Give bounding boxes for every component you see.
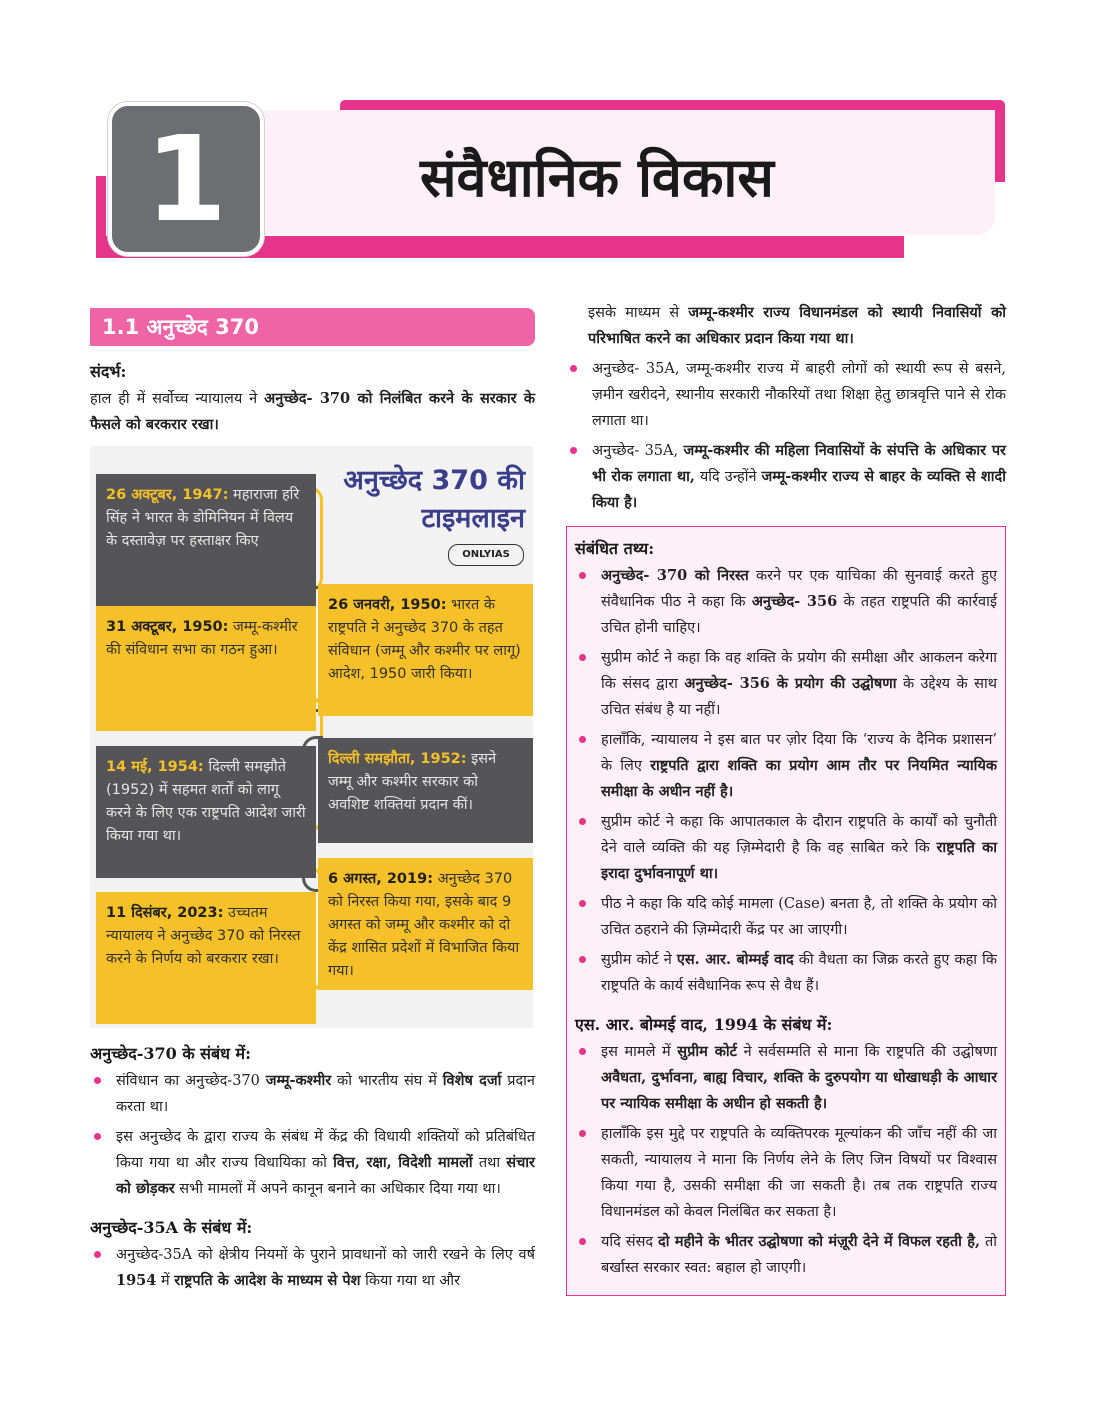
context-paragraph: हाल ही में सर्वोच्च न्यायालय ने अनुच्छेद- 370 को निलंबित करने के सरकार के फैसले को बरकरार रखा। xyxy=(90,390,535,433)
list-item: यदि संसद दो महीने के भीतर उद्घोषणा को मंज़ूरी देने में विफल रहती है, तो बर्खास्त सरकार स्वत: बहाल हो जाएगी। xyxy=(575,1229,997,1281)
list-item: पीठ ने कहा कि यदि कोई मामला (Case) बनता है, तो शक्ति के प्रयोग को उचित ठहराने की ज़िम्मेदारी केंद्र पर आ जाएगी। xyxy=(575,891,997,943)
about-35a-heading: अनुच्छेद-35A के संबंध में: xyxy=(90,1218,253,1237)
bullet-icon xyxy=(94,1251,101,1258)
timeline-event: 26 जनवरी, 1950: भारत के राष्ट्रपति ने अनुच्छेद 370 के तहत संविधान (जम्मू और कश्मीर पर लागू) आदेश, 1950 जारी किया। xyxy=(318,584,533,716)
list-item: हालाँकि इस मुद्दे पर राष्ट्रपति के व्यक्तिपरक मूल्यांकन की जाँच नहीं की जा सकती, न्यायालय ने माना कि निर्णय लेने के लिए जिन विषयों पर विश्वास किया गया है, उसकी समीक्षा की जा सकती है। तब तक राष्ट्रपति राज्य विधानमंडल को केवल निलंबित कर सकता है। xyxy=(575,1121,997,1225)
related-facts-box xyxy=(566,526,1006,1296)
bullet-icon xyxy=(579,900,586,907)
list-item: अनुच्छेद- 370 को निरस्त करने पर एक याचिका की सुनवाई करते हुए संवैधानिक पीठ ने कहा कि अनुच्छेद- 356 के तहत राष्ट्रपति की कार्रवाई उचित होनी चाहिए। xyxy=(575,563,997,641)
timeline-event: 26 अक्टूबर, 1947: महाराजा हरि सिंह ने भारत के डोमिनियन में विलय के दस्तावेज़ पर हस्ताक्षर किए xyxy=(96,474,316,606)
bullet-icon xyxy=(579,1048,586,1055)
list-item: अनुच्छेद- 35A, जम्मू-कश्मीर की महिला निवासियों के संपत्ति के अधिकार पर भी रोक लगाता था, यदि उन्होंने जम्मू-कश्मीर राज्य से बाहर के व्यक्ति से शादी किया है। xyxy=(566,438,1006,516)
list-item: इस मामले में सुप्रीम कोर्ट ने सर्वसम्मति से माना कि राष्ट्रपति की उद्घोषणा अवैधता, दुर्भावना, बाह्य विचार, शक्ति के दुरुपयोग या धोखाधड़ी के आधार पर न्यायिक समीक्षा के अधीन हो सकती है। xyxy=(575,1039,997,1117)
list-item: सुप्रीम कोर्ट ने कहा कि आपातकाल के दौरान राष्ट्रपति के कार्यों को चुनौती देने वाले व्यक्ति की यह ज़िम्मेदारी है कि वह साबित करे कि राष्ट्रपति का इरादा दुर्भावनापूर्ण था। xyxy=(575,809,997,887)
related-facts-list xyxy=(575,563,997,999)
header-top-bar xyxy=(340,100,1005,110)
continued-paragraph: इसके माध्यम से जम्मू-कश्मीर राज्य विधानमंडल को स्थायी निवासियों को परिभाषित करने का अधिकार प्रदान किया गया था। xyxy=(588,304,1007,347)
chapter-number-box xyxy=(108,102,264,256)
35a-list-continued xyxy=(566,356,1006,516)
header-right-bar xyxy=(995,100,1005,182)
right-column xyxy=(566,300,1006,1296)
list-item: अनुच्छेद-35A को क्षेत्रीय नियमों के पुराने प्रावधानों को जारी रखने के लिए वर्ष 1954 में राष्ट्रपति के आदेश के माध्यम से पेश किया गया था और xyxy=(90,1242,535,1294)
list-item: अनुच्छेद- 35A, जम्मू-कश्मीर राज्य में बाहरी लोगों को स्थायी रूप से बसने, ज़मीन खरीदने, स्थानीय सरकारी नौकरियों तथा शिक्षा हेतु छात्रवृत्ति पाने से रोक लगाता था। xyxy=(566,356,1006,434)
bullet-icon xyxy=(94,1133,101,1140)
left-column xyxy=(90,308,535,1298)
timeline-event: 11 दिसंबर, 2023: उच्चतम न्यायालय ने अनुच्छेद 370 को निरस्त करने के निर्णय को बरकरार रखा। xyxy=(96,892,316,1024)
bullet-icon xyxy=(579,956,586,963)
context-heading: संदर्भ: xyxy=(90,362,127,381)
timeline-event: 31 अक्टूबर, 1950: जम्मू-कश्मीर की संविधान सभा का गठन हुआ। xyxy=(96,606,316,731)
onlyias-logo: ONLYIAS xyxy=(448,544,524,566)
timeline-event: 6 अगस्त, 2019: अनुच्छेद 370 को निरस्त किया गया, इसके बाद 9 अगस्त को जम्मू और कश्मीर को दो केंद्र शासित प्रदेशों में विभाजित किया गया। xyxy=(318,858,533,990)
about-370-list xyxy=(90,1068,535,1202)
bullet-icon xyxy=(579,1130,586,1137)
about-35a-list xyxy=(90,1242,535,1294)
bullet-icon xyxy=(570,447,577,454)
about-370-heading: अनुच्छेद-370 के संबंध में: xyxy=(90,1044,252,1063)
list-item: हालाँकि, न्यायालय ने इस बात पर ज़ोर दिया कि ‘राज्य के दैनिक प्रशासन’ के लिए राष्ट्रपति द्वारा शक्ति का प्रयोग आम तौर पर नियमित न्यायिक समीक्षा के अधीन नहीं है। xyxy=(575,727,997,805)
chapter-title: संवैधानिक विकास xyxy=(420,146,774,209)
timeline-title: अनुच्छेद 370 की टाइमलाइन xyxy=(343,465,525,534)
timeline-event: दिल्ली समझौता, 1952: इसने जम्मू और कश्मीर सरकार को अवशिष्ट शक्तियां प्रदान कीं। xyxy=(318,738,533,843)
bullet-icon xyxy=(579,654,586,661)
bommai-list xyxy=(575,1039,997,1281)
list-item: सुप्रीम कोर्ट ने एस. आर. बोम्मई वाद की वैधता का जिक्र करते हुए कहा कि राष्ट्रपति के कार्य संवैधानिक रूप से वैध हैं। xyxy=(575,947,997,999)
bullet-icon xyxy=(579,818,586,825)
list-item: सुप्रीम कोर्ट ने कहा कि वह शक्ति के प्रयोग की समीक्षा और आकलन करेगा कि संसद द्वारा अनुच्छेद- 356 के प्रयोग की उद्घोषणा के उद्देश्य के साथ उचित संबंध है या नहीं। xyxy=(575,645,997,723)
list-item: इस अनुच्छेद के द्वारा राज्य के संबंध में केंद्र की विधायी शक्तियों को प्रतिबंधित किया गया था और राज्य विधायिका को वित्त, रक्षा, विदेशी मामलों तथा संचार को छोड़कर सभी मामलों में अपने कानून बनाने का अधिकार दिया गया था। xyxy=(90,1124,535,1202)
bullet-icon xyxy=(570,365,577,372)
bullet-icon xyxy=(94,1077,101,1084)
section-title: 1.1 अनुच्छेद 370 xyxy=(90,308,535,346)
list-item: संविधान का अनुच्छेद-370 जम्मू-कश्मीर को भारतीय संघ में विशेष दर्जा प्रदान करता था। xyxy=(90,1068,535,1120)
bullet-icon xyxy=(579,572,586,579)
related-facts-heading: संबंधित तथ्य: xyxy=(575,539,655,558)
bullet-icon xyxy=(579,736,586,743)
timeline-event: 14 मई, 1954: दिल्ली समझौते (1952) में सहमत शर्तों को लागू करने के लिए एक राष्ट्रपति आदेश जारी किया गया था। xyxy=(96,746,316,878)
timeline-infographic xyxy=(90,446,533,1028)
chapter-number: 1 xyxy=(144,110,228,248)
bullet-icon xyxy=(579,1238,586,1245)
bommai-heading: एस. आर. बोम्मई वाद, 1994 के संबंध में: xyxy=(575,1015,833,1034)
